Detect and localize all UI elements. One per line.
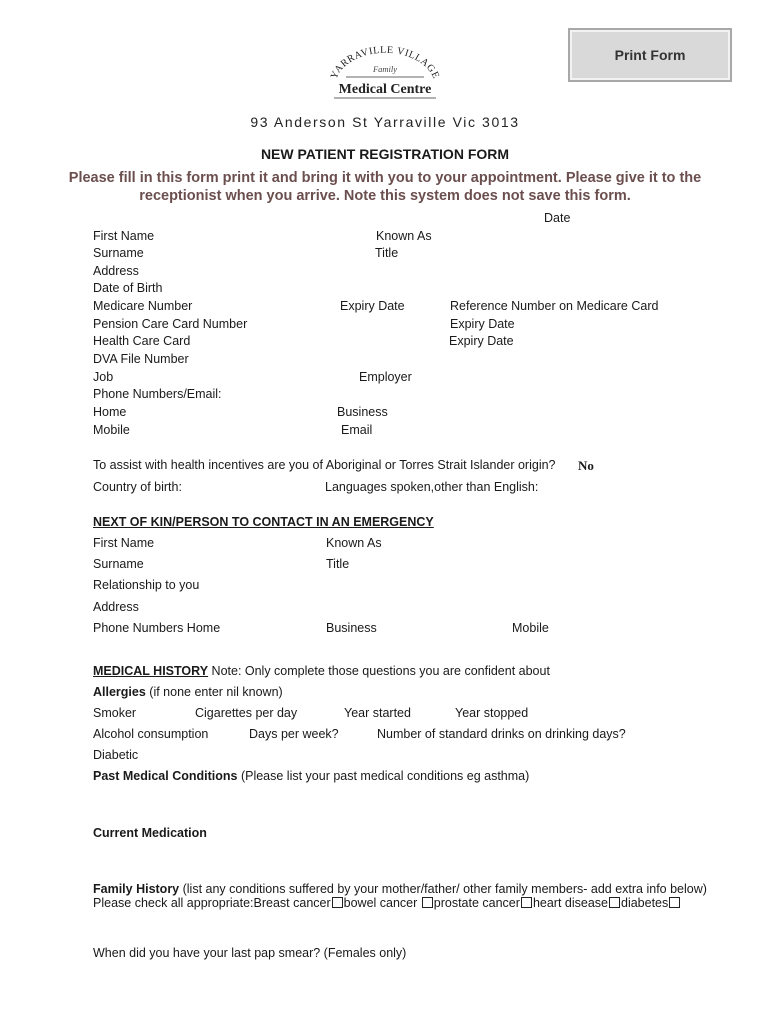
past-conditions-label: Past Medical Conditions bbox=[93, 769, 238, 783]
family-checkboxes-line bbox=[93, 896, 681, 910]
employer-label: Employer bbox=[359, 370, 412, 384]
diabetes-label: diabetes bbox=[621, 896, 669, 910]
family-history-label: Family History bbox=[93, 882, 180, 896]
dva-file-label: DVA File Number bbox=[93, 352, 189, 366]
kin-title-label: Title bbox=[326, 557, 350, 571]
health-care-expiry-label: Expiry Date bbox=[449, 334, 514, 348]
pension-expiry-label: Expiry Date bbox=[450, 317, 515, 331]
svg-text:YARRAVILLE VILLAGE bbox=[329, 45, 442, 81]
kin-mobile-label: Mobile bbox=[512, 621, 549, 635]
past-conditions-line bbox=[93, 769, 529, 783]
date-label: Date bbox=[544, 211, 571, 225]
standard-drinks-label: Number of standard drinks on drinking days? bbox=[377, 727, 626, 741]
medical-history-note: Note: Only complete those questions you are confident about bbox=[208, 664, 550, 678]
medicare-reference-label: Reference Number on Medicare Card bbox=[450, 299, 659, 313]
mobile-label: Mobile bbox=[93, 423, 130, 437]
diabetic-label: Diabetic bbox=[93, 748, 139, 762]
health-care-card-label: Health Care Card bbox=[93, 334, 191, 348]
check-all-label: Please check all appropriate: bbox=[93, 896, 254, 910]
kin-phone-home-label: Phone Numbers Home bbox=[93, 621, 221, 635]
form-title: NEW PATIENT REGISTRATION FORM bbox=[260, 146, 510, 162]
breast-cancer-checkbox[interactable] bbox=[332, 897, 343, 908]
prostate-cancer-label: prostate cancer bbox=[433, 896, 520, 910]
languages-label: Languages spoken,other than English: bbox=[325, 480, 539, 494]
logo-family-text: Family bbox=[372, 64, 398, 74]
aboriginal-question: To assist with health incentives are you of Aboriginal or Torres Strait Islander origin? bbox=[93, 458, 556, 472]
surname-label: Surname bbox=[93, 246, 144, 260]
address-label: Address bbox=[93, 264, 139, 278]
breast-cancer-label: Breast cancer bbox=[253, 896, 331, 910]
title-label: Title bbox=[375, 246, 399, 260]
family-history-note: (list any conditions suffered by your mother/father/ other family members- add extra info below) bbox=[179, 882, 707, 896]
diabetes-checkbox[interactable] bbox=[669, 897, 680, 908]
country-of-birth-label: Country of birth: bbox=[93, 480, 182, 494]
family-history-line bbox=[93, 882, 707, 896]
aboriginal-answer[interactable]: No bbox=[578, 458, 594, 473]
heart-disease-label: heart disease bbox=[532, 896, 608, 910]
phone-email-label: Phone Numbers/Email: bbox=[93, 387, 222, 401]
clinic-address: 93 Anderson St Yarraville Vic 3013 bbox=[250, 114, 520, 130]
bowel-cancer-checkbox[interactable] bbox=[422, 897, 433, 908]
kin-address-label: Address bbox=[93, 600, 139, 614]
medical-history-line bbox=[93, 664, 550, 678]
heart-disease-checkbox[interactable] bbox=[609, 897, 620, 908]
allergies-label: Allergies bbox=[93, 685, 146, 699]
medical-history-heading: MEDICAL HISTORY bbox=[93, 664, 209, 678]
kin-known-as-label: Known As bbox=[326, 536, 382, 550]
prostate-cancer-checkbox[interactable] bbox=[521, 897, 532, 908]
allergies-line bbox=[93, 685, 283, 699]
kin-first-name-label: First Name bbox=[93, 536, 155, 550]
dob-label: Date of Birth bbox=[93, 281, 163, 295]
allergies-note: (if none enter nil known) bbox=[145, 685, 283, 699]
bowel-cancer-label: bowel cancer bbox=[343, 896, 421, 910]
print-form-button[interactable]: Print Form bbox=[568, 28, 732, 82]
logo-arc-text: YARRAVILLE VILLAGE bbox=[328, 44, 442, 81]
cigarettes-per-day-label: Cigarettes per day bbox=[195, 706, 298, 720]
days-per-week-label: Days per week? bbox=[249, 727, 339, 741]
business-phone-label: Business bbox=[337, 405, 388, 419]
next-of-kin-heading: NEXT OF KIN/PERSON TO CONTACT IN AN EMERGENCY bbox=[93, 515, 434, 529]
past-conditions-note: (Please list your past medical conditions eg asthma) bbox=[237, 769, 530, 783]
first-name-label: First Name bbox=[93, 229, 155, 243]
known-as-label: Known As bbox=[376, 229, 432, 243]
alcohol-label: Alcohol consumption bbox=[93, 727, 209, 741]
current-medication-label: Current Medication bbox=[93, 826, 207, 840]
medicare-expiry-label: Expiry Date bbox=[340, 299, 405, 313]
home-phone-label: Home bbox=[93, 405, 127, 419]
email-label: Email bbox=[341, 423, 373, 437]
clinic-logo bbox=[322, 40, 448, 104]
logo-medical-centre-text: Medical Centre bbox=[338, 82, 432, 97]
medicare-number-label: Medicare Number bbox=[93, 299, 193, 313]
kin-surname-label: Surname bbox=[93, 557, 144, 571]
kin-business-label: Business bbox=[326, 621, 377, 635]
year-stopped-label: Year stopped bbox=[455, 706, 529, 720]
kin-relationship-label: Relationship to you bbox=[93, 578, 200, 592]
form-instructions: Please fill in this form print it and bring it with you to your appointment. Please give it to the receptionist when you arrive. Note this system does not save this form. bbox=[68, 170, 702, 204]
year-started-label: Year started bbox=[344, 706, 411, 720]
pension-card-label: Pension Care Card Number bbox=[93, 317, 248, 331]
job-label: Job bbox=[93, 370, 114, 384]
smoker-label: Smoker bbox=[93, 706, 137, 720]
pap-smear-label: When did you have your last pap smear? (Females only) bbox=[93, 946, 407, 960]
